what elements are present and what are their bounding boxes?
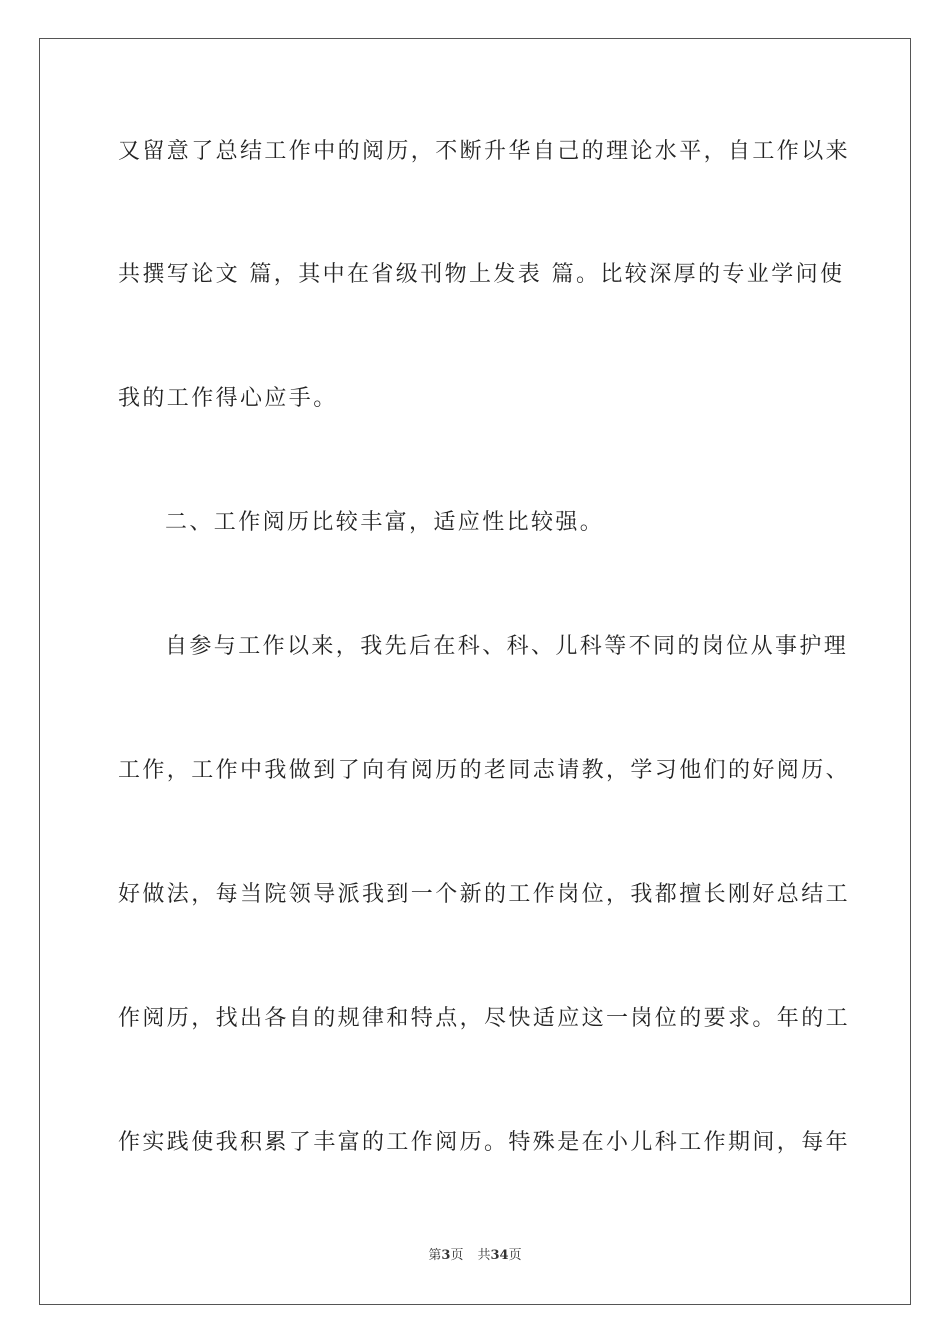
total-suffix: 页 [508, 1248, 522, 1263]
page-footer [0, 1246, 950, 1266]
total-page-count: 34 [490, 1248, 509, 1263]
page-border [39, 38, 911, 1305]
section-heading: 二、工作阅历比较丰富，适应性比较强。 [165, 510, 605, 535]
text-line: 共撰写论文 篇，其中在省级刊物上发表 篇。比较深厚的专业学问使 [118, 262, 845, 287]
current-page-number: 3 [441, 1248, 451, 1263]
text-line: 工作，工作中我做到了向有阅历的老同志请教，学习他们的好阅历、 [118, 758, 851, 783]
page-prefix: 第 [428, 1248, 442, 1263]
text-line: 又留意了总结工作中的阅历，不断升华自己的理论水平，自工作以来 [118, 139, 851, 164]
page-suffix: 页 [450, 1248, 464, 1263]
text-line: 作实践使我积累了丰富的工作阅历。特殊是在小儿科工作期间，每年 [118, 1130, 851, 1155]
text-line: 好做法，每当院领导派我到一个新的工作岗位，我都擅长刚好总结工 [118, 882, 851, 907]
text-line: 自参与工作以来，我先后在科、科、儿科等不同的岗位从事护理 [165, 634, 849, 659]
total-prefix: 共 [477, 1248, 491, 1263]
text-line: 作阅历，找出各自的规律和特点，尽快适应这一岗位的要求。年的工 [118, 1006, 851, 1031]
text-line: 我的工作得心应手。 [118, 386, 338, 411]
